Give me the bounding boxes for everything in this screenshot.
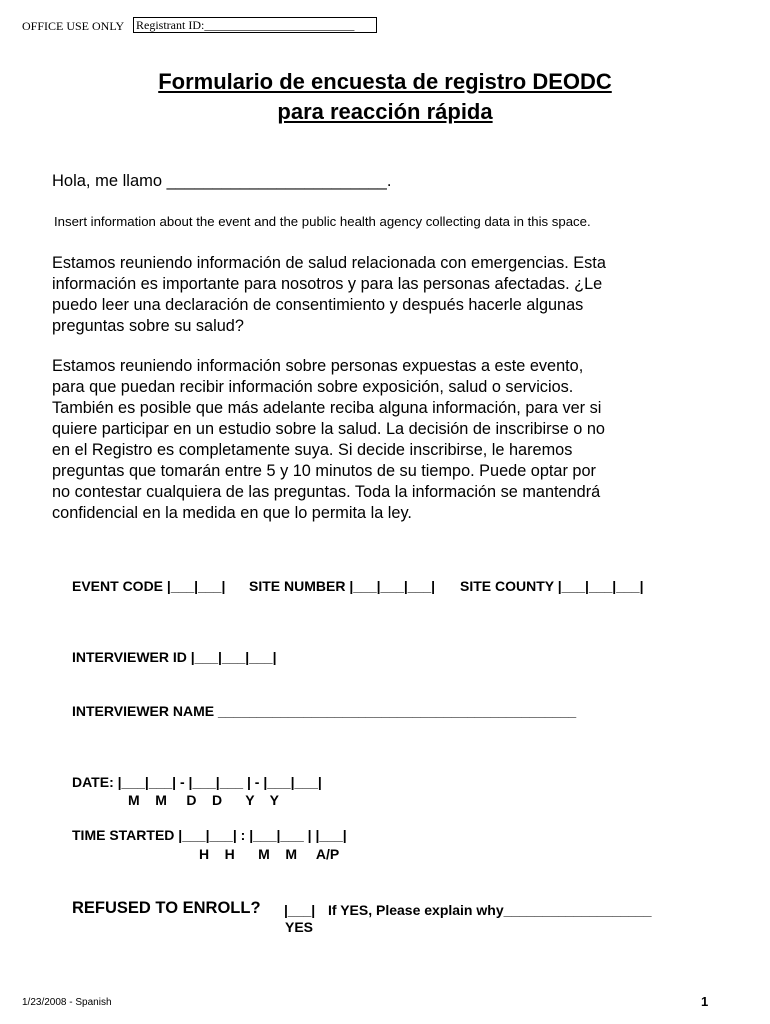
site-number-field[interactable]: SITE NUMBER |___|___|___| — [249, 578, 436, 594]
paragraph-line: puedo leer una declaración de consentimiento y después hacerle algunas — [52, 296, 584, 314]
page-number: 1 — [701, 994, 709, 1009]
interviewer-id-field[interactable]: INTERVIEWER ID |___|___|___| — [72, 649, 277, 665]
paragraph-line: información es importante para nosotros y para las personas afectadas. ¿Le — [52, 275, 603, 293]
office-use-label: OFFICE USE ONLY — [22, 19, 125, 33]
registry-info-paragraph — [52, 356, 605, 524]
registrant-id-field[interactable]: Registrant ID:_________________________ — [133, 17, 377, 33]
time-started-field[interactable]: TIME STARTED |___|___| : |___|___ | |___| — [72, 827, 347, 843]
greeting-line: Hola, me llamo ________________________. — [52, 172, 392, 190]
page-title-line-1: Formulario de encuesta de registro DEODC — [158, 69, 612, 94]
refused-yes-label: YES — [285, 919, 314, 935]
paragraph-line: en el Registro es completamente suya. Si decide inscribirse, le haremos — [52, 441, 573, 459]
refusal-reason-field[interactable]: If YES, Please explain why___________________ — [328, 902, 652, 918]
paragraph-line: no contestar cualquiera de las preguntas. Toda la información se mantendrá — [52, 483, 601, 501]
consent-intro-paragraph — [52, 253, 606, 337]
refused-checkbox[interactable]: |___| — [284, 902, 316, 918]
interviewer-name-field[interactable]: INTERVIEWER NAME ______________________________________________ — [72, 703, 577, 719]
time-format-hint: H H M M A/P — [199, 846, 340, 862]
paragraph-line: quiere participar en un estudio sobre la salud. La decisión de inscribirse o no — [52, 420, 605, 438]
refused-label: REFUSED TO ENROLL? — [72, 899, 261, 917]
paragraph-line: Estamos reuniendo información de salud relacionada con emergencias. Esta — [52, 254, 606, 272]
date-field[interactable]: DATE: |___|___| - |___|___ | - |___|___| — [72, 774, 322, 790]
insert-info-note: Insert information about the event and the public health agency collecting data in this space. — [54, 214, 591, 229]
paragraph-line: para que puedan recibir información sobre exposición, salud o servicios. — [52, 378, 574, 396]
site-county-field[interactable]: SITE COUNTY |___|___|___| — [460, 578, 644, 594]
paragraph-line: confidencial en la medida en que lo permita la ley. — [52, 504, 412, 522]
footer-date-language: 1/23/2008 - Spanish — [22, 997, 112, 1008]
paragraph-line: También es posible que más adelante reciba alguna información, para ver si — [52, 399, 602, 417]
paragraph-line: Estamos reuniendo información sobre personas expuestas a este evento, — [52, 357, 584, 375]
paragraph-line: preguntas sobre su salud? — [52, 317, 244, 335]
page-title-line-2: para reacción rápida — [277, 99, 493, 124]
event-code-field[interactable]: EVENT CODE |___|___| — [72, 578, 226, 594]
paragraph-line: preguntas que tomarán entre 5 y 10 minutos de su tiempo. Puede optar por — [52, 462, 596, 480]
date-format-hint: M M D D Y Y — [128, 792, 279, 808]
